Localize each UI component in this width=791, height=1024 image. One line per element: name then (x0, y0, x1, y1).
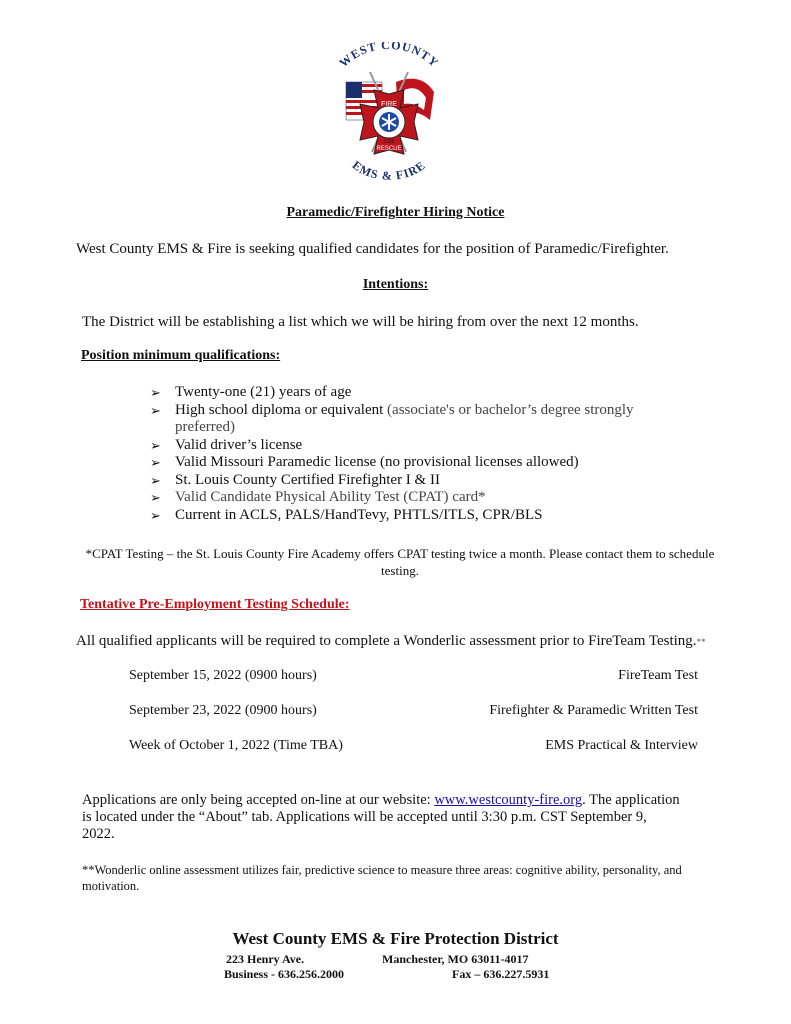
footer-district-name: West County EMS & Fire Protection District (232, 929, 559, 948)
svg-text:1908: 1908 (383, 139, 395, 145)
schedule-intro: All qualified applicants will be required to complete a Wonderlic assessment prior to FireTeam Testing.** (76, 633, 706, 649)
schedule-event: Firefighter & Paramedic Written Test (489, 703, 698, 718)
list-item: ➢ Valid driver’s license (150, 436, 303, 453)
schedule-event: FireTeam Test (618, 668, 698, 683)
schedule-date: September 23, 2022 (0900 hours) (129, 703, 317, 718)
schedule-event: EMS Practical & Interview (545, 738, 698, 753)
schedule-heading: Tentative Pre-Employment Testing Schedule: (80, 597, 350, 612)
intro-text: West County EMS & Fire is seeking qualified candidates for the position of Paramedic/Firefighter. (76, 241, 669, 257)
footer-fax: Fax – 636.227.5931 (452, 967, 550, 981)
district-logo (326, 42, 452, 192)
list-item: ➢ High school diploma or equivalent (associate's or bachelor’s degree strongly preferred) (150, 401, 634, 435)
footer-city: Manchester, MO 63011-4017 (382, 952, 529, 966)
arrow-bullet-icon: ➢ (150, 507, 161, 523)
wonderlic-note: **Wonderlic online assessment utilizes fair, predictive science to measure three areas: cognitive ability, personality, and motivation. (82, 863, 682, 893)
svg-text:RESCUE: RESCUE (376, 146, 402, 152)
list-item: ➢ Valid Missouri Paramedic license (no provisional licenses allowed) (150, 454, 579, 470)
cpat-note: *CPAT Testing – the St. Louis County Fire Academy offers CPAT testing twice a month. Please contact them to schedule testing. (85, 546, 715, 578)
footer-address: 223 Henry Ave. (226, 952, 305, 966)
qualifications-heading: Position minimum qualifications: (81, 348, 281, 363)
intentions-heading: Intentions: (362, 277, 429, 292)
intentions-text: The District will be establishing a list which we will be hiring from over the next 12 months. (82, 314, 639, 330)
list-item: ➢ Current in ACLS, PALS/HandTevy, PHTLS/ITLS, CPR/BLS (150, 506, 543, 523)
svg-text:FIRE: FIRE (381, 101, 397, 108)
arrow-bullet-icon: ➢ (150, 437, 161, 453)
svg-text:EMS & FIRE: EMS & FIRE (349, 157, 429, 183)
footer-business-phone: Business - 636.256.2000 (224, 967, 345, 981)
list-item: ➢ Valid Candidate Physical Ability Test (CPAT) card* (150, 489, 486, 505)
qualifications-list (150, 384, 690, 524)
arrow-bullet-icon: ➢ (150, 402, 161, 418)
list-item: ➢ St. Louis County Certified Firefighter I & II (150, 471, 440, 488)
schedule-date: Week of October 1, 2022 (Time TBA) (129, 738, 343, 753)
arrow-bullet-icon: ➢ (150, 490, 161, 505)
applications-text: Applications are only being accepted on-line at our website: www.westcounty-fire.org. The application is located under the “About” tab. Applications will be accepted until 3:30 p.m. CST September 9, 2022. (82, 792, 680, 842)
list-item: ➢ Twenty-one (21) years of age (150, 384, 352, 400)
arrow-bullet-icon: ➢ (150, 385, 161, 400)
arrow-bullet-icon: ➢ (150, 455, 161, 470)
schedule-date: September 15, 2022 (0900 hours) (129, 668, 317, 683)
arrow-bullet-icon: ➢ (150, 472, 161, 488)
page-title: Paramedic/Firefighter Hiring Notice (286, 205, 505, 220)
website-link[interactable]: www.westcounty-fire.org (434, 792, 583, 808)
svg-text:WEST COUNTY: WEST COUNTY (336, 42, 442, 71)
